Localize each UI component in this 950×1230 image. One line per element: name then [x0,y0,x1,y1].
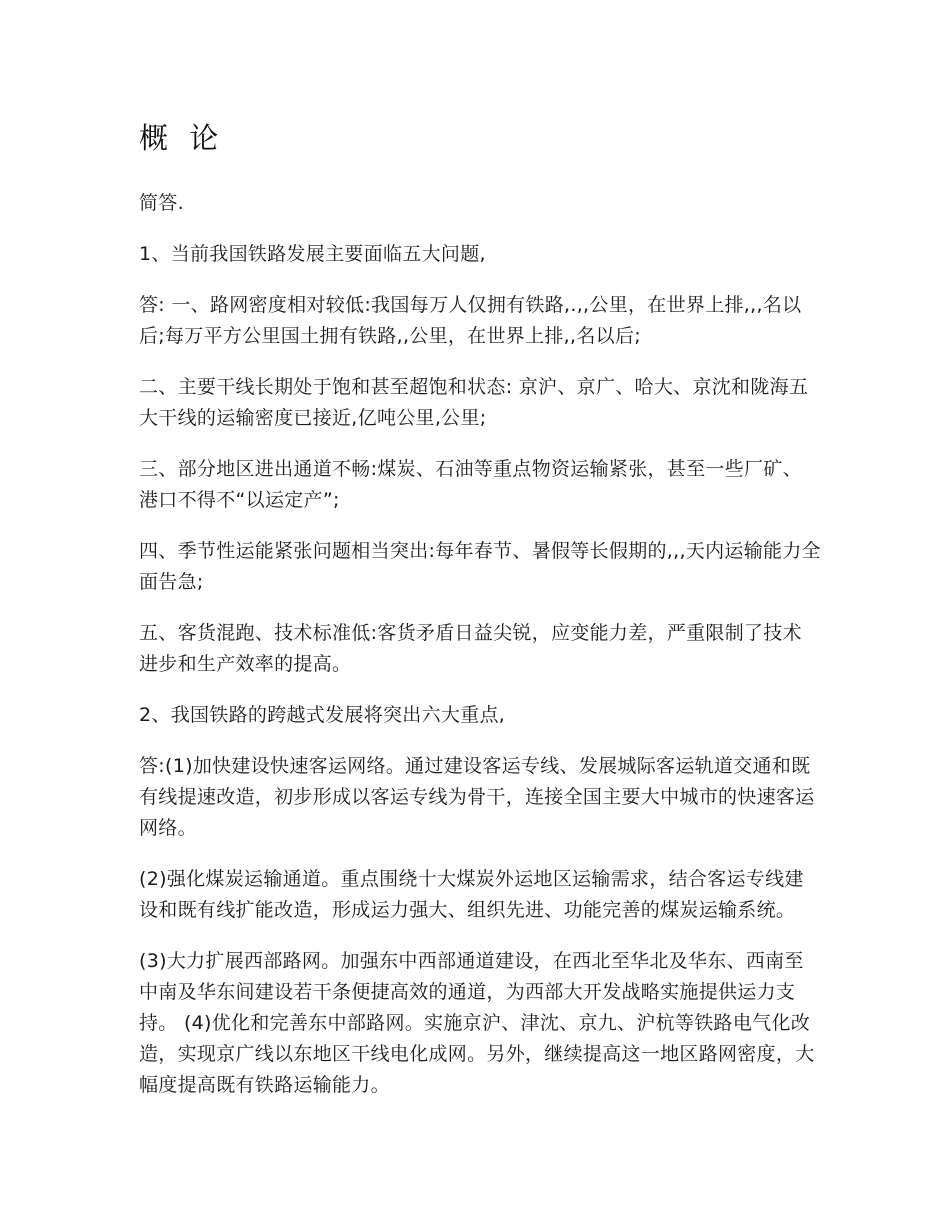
page-title: 概 论 [139,121,225,155]
answer-1-point-5: 五、客货混跑、技术标准低:客货矛盾日益尖锐，应变能力差，严重限制了技术进步和生产效率的提高。 [139,622,802,675]
answer-1-point-3: 三、部分地区进出通道不畅:煤炭、石油等重点物资运输紧张，甚至一些厂矿、港口不得不“以运定产”; [139,458,802,511]
question-1: 1、当前我国铁路发展主要面临五大问题, [139,243,486,265]
answer-1-point-4: 四、季节性运能紧张问题相当突出:每年春节、暑假等长假期的,,,天内运输能力全面告急; [139,540,821,593]
paragraph-intro: 简答. [139,192,184,214]
answer-1-point-1: 答: 一、路网密度相对较低:我国每万人仅拥有铁路,.,,公里，在世界上排,,,名以后;每万平方公里国土拥有铁路,,公里，在世界上排,,名以后; [139,294,802,347]
answer-2-point-2: (2)强化煤炭运输通道。重点围绕十大煤炭外运地区运输需求，结合客运专线建设和既有线扩能改造，形成运力强大、组织先进、功能完善的煤炭运输系统。 [139,868,804,921]
document-body [139,116,821,1121]
answer-2-point-1: 答:(1)加快建设快速客运网络。通过建设客运专线、发展城际客运轨道交通和既有线提速改造，初步形成以客运专线为骨干，连接全国主要大中城市的快速客运网络。 [139,755,815,839]
answer-1-point-2: 二、主要干线长期处于饱和甚至超饱和状态: 京沪、京广、哈大、京沈和陇海五大干线的运输密度已接近,亿吨公里,公里; [139,376,809,429]
question-2: 2、我国铁路的跨越式发展将突出六大重点, [139,704,506,726]
answer-2-point-3-4: (3)大力扩展西部路网。加强东中西部通道建设，在西北至华北及华东、西南至中南及华东间建设若干条便捷高效的通道，为西部大开发战略实施提供运力支持。 (4)优化和完善东中部路网。实施京沪、津沈、京九、沪杭等铁路电气化改造，实现京广线以东地区干线电化成网。另外，继续提高这一地区路网密度，大幅度提高既有铁路运输能力。 [139,950,815,1096]
